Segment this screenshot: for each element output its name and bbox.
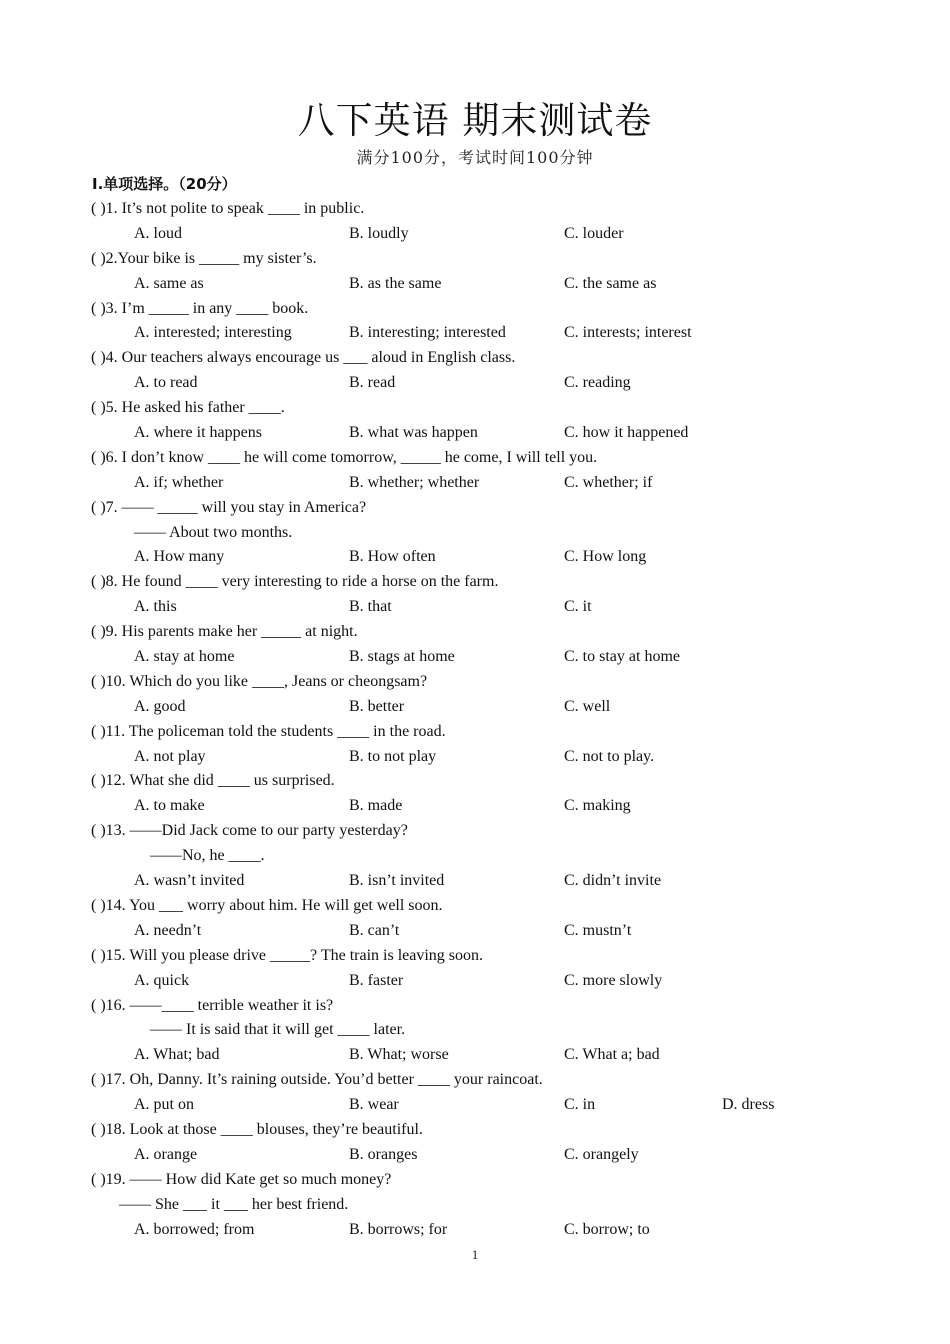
- option-c: C. borrow; to: [564, 1220, 650, 1238]
- option-b: B. read: [349, 374, 396, 392]
- dialogue-reply: [0, 1193, 950, 1218]
- question-stem: [0, 570, 950, 595]
- question-text: ( )1. It’s not polite to speak ____ in public.: [91, 200, 365, 217]
- option-a: A. What; bad: [134, 1046, 220, 1064]
- option-c: C. reading: [564, 374, 631, 392]
- option-a: A. to make: [134, 797, 205, 815]
- options-row: [0, 1093, 950, 1118]
- options-row: [0, 869, 950, 894]
- option-b: B. what was happen: [349, 424, 478, 442]
- options-row: [0, 919, 950, 944]
- option-a: A. to read: [134, 374, 198, 392]
- question-text: ( )3. I’m _____ in any ____ book.: [91, 299, 309, 317]
- section-heading: Ⅰ.单项选择。（20分）: [92, 175, 237, 193]
- question-stem: [0, 944, 950, 969]
- question-text: ( )2.Your bike is _____ my sister’s.: [91, 249, 317, 267]
- option-b: B. that: [349, 598, 392, 616]
- option-c: C. orangely: [564, 1145, 639, 1163]
- option-c: C. How long: [564, 548, 647, 566]
- option-a: A. interested; interesting: [134, 324, 292, 342]
- question-stem: [0, 1168, 950, 1193]
- dialogue-reply: [0, 1018, 950, 1043]
- option-c: C. mustn’t: [564, 921, 632, 939]
- option-b: B. interesting; interested: [349, 324, 506, 342]
- option-a: A. same as: [134, 274, 204, 292]
- option-c: C. the same as: [564, 274, 657, 292]
- option-a: A. good: [134, 697, 186, 715]
- option-c: C. to stay at home: [564, 648, 680, 666]
- reply-text: ——No, he ____.: [150, 847, 265, 865]
- question-text: ( )9. His parents make her _____ at night.: [91, 623, 358, 641]
- option-c: C. What a; bad: [564, 1046, 660, 1064]
- question-text: ( )15. Will you please drive _____? The train is leaving soon.: [91, 946, 484, 964]
- question-stem: [0, 496, 950, 521]
- options-row: [0, 545, 950, 570]
- option-c: C. didn’t invite: [564, 872, 662, 890]
- question-stem: [0, 1118, 950, 1143]
- options-row: [0, 1218, 950, 1243]
- question-text: ( )6. I don’t know ____ he will come tomorrow, _____ he come, I will tell you.: [91, 448, 598, 466]
- question-text: ( )18. Look at those ____ blouses, they’re beautiful.: [91, 1120, 423, 1138]
- question-text: ( )7. —— _____ will you stay in America?: [91, 498, 367, 516]
- option-c: C. making: [564, 797, 631, 815]
- question-text: ( )16. ——____ terrible weather it is?: [91, 996, 334, 1014]
- question-text: ( )13. ——Did Jack come to our party yesterday?: [91, 822, 408, 840]
- question-stem: [0, 769, 950, 794]
- option-a: A. loud: [134, 224, 182, 242]
- option-c: C. well: [564, 697, 611, 715]
- reply-text: —— It is said that it will get ____ later.: [150, 1021, 406, 1039]
- option-b: B. oranges: [349, 1145, 418, 1163]
- option-a: A. put on: [134, 1096, 194, 1114]
- options-row: [0, 272, 950, 297]
- reply-text: —— About two months.: [134, 523, 293, 541]
- question-stem: [0, 247, 950, 272]
- question-text: ( )11. The policeman told the students ____ in the road.: [91, 722, 446, 740]
- option-c: C. interests; interest: [564, 324, 692, 342]
- option-b: B. isn’t invited: [349, 872, 445, 890]
- question-stem: [0, 994, 950, 1019]
- question-text: ( )12. What she did ____ us surprised.: [91, 772, 335, 790]
- option-b: B. loudly: [349, 224, 409, 242]
- option-b: B. can’t: [349, 921, 400, 939]
- options-row: [0, 969, 950, 994]
- option-b: B. stags at home: [349, 648, 455, 666]
- question-stem: [0, 670, 950, 695]
- option-a: A. this: [134, 598, 177, 616]
- question-stem: [0, 297, 950, 322]
- question-text: ( )4. Our teachers always encourage us ___ aloud in English class.: [91, 349, 516, 367]
- question-stem: [0, 446, 950, 471]
- option-a: A. How many: [134, 548, 225, 566]
- option-b: B. whether; whether: [349, 473, 480, 491]
- options-row: [0, 421, 950, 446]
- option-c: C. in: [564, 1096, 596, 1114]
- option-a: A. if; whether: [134, 473, 224, 491]
- option-b: B. borrows; for: [349, 1220, 448, 1238]
- question-stem: [0, 346, 950, 371]
- option-d: D. dress: [722, 1096, 775, 1114]
- options-row: [0, 794, 950, 819]
- options-row: [0, 595, 950, 620]
- option-a: A. wasn’t invited: [134, 872, 245, 890]
- question-text: ( )17. Oh, Danny. It’s raining outside. You’d better ____ your raincoat.: [91, 1071, 543, 1089]
- question-text: ( )8. He found ____ very interesting to ride a horse on the farm.: [91, 573, 499, 591]
- question-stem: [0, 894, 950, 919]
- options-row: [0, 371, 950, 396]
- question-list: [0, 197, 950, 1242]
- option-c: C. not to play.: [564, 747, 655, 765]
- page-number: 1: [471, 1247, 479, 1262]
- question-stem: [0, 396, 950, 421]
- options-row: [0, 222, 950, 247]
- question-text: ( )5. He asked his father ____.: [91, 399, 285, 417]
- reply-text: —— She ___ it ___ her best friend.: [119, 1195, 349, 1213]
- question-text: ( )14. You ___ worry about him. He will get well soon.: [91, 896, 443, 914]
- question-stem: [0, 720, 950, 745]
- question-stem: [0, 1068, 950, 1093]
- option-c: C. louder: [564, 224, 624, 242]
- question-text: ( )19. —— How did Kate get so much money?: [91, 1170, 392, 1188]
- option-a: A. quick: [134, 971, 190, 989]
- dialogue-reply: [0, 844, 950, 869]
- option-b: B. as the same: [349, 274, 442, 292]
- option-c: C. how it happened: [564, 424, 689, 442]
- option-c: C. more slowly: [564, 971, 663, 989]
- option-b: B. made: [349, 797, 403, 815]
- option-b: B. How often: [349, 548, 436, 566]
- option-c: C. whether; if: [564, 473, 653, 491]
- option-b: B. What; worse: [349, 1046, 449, 1064]
- options-row: [0, 471, 950, 496]
- option-b: B. better: [349, 697, 405, 715]
- question-text: ( )10. Which do you like ____, Jeans or cheongsam?: [91, 672, 428, 690]
- options-row: [0, 645, 950, 670]
- question-stem: [0, 620, 950, 645]
- option-a: A. borrowed; from: [134, 1220, 255, 1238]
- option-a: A. where it happens: [134, 424, 262, 442]
- question-stem: [0, 819, 950, 844]
- question-stem: [0, 197, 950, 222]
- option-a: A. needn’t: [134, 921, 202, 939]
- options-row: [0, 745, 950, 770]
- option-a: A. not play: [134, 747, 206, 765]
- option-b: B. faster: [349, 971, 404, 989]
- options-row: [0, 1143, 950, 1168]
- options-row: [0, 695, 950, 720]
- option-a: A. stay at home: [134, 648, 235, 666]
- options-row: [0, 1043, 950, 1068]
- exam-title: 八下英语 期末测试卷: [297, 99, 653, 142]
- option-b: B. to not play: [349, 747, 437, 765]
- option-c: C. it: [564, 598, 592, 616]
- dialogue-reply: [0, 521, 950, 546]
- options-row: [0, 321, 950, 346]
- option-b: B. wear: [349, 1096, 399, 1114]
- option-a: A. orange: [134, 1145, 198, 1163]
- exam-subtitle: 满分100分，考试时间100分钟: [356, 148, 594, 167]
